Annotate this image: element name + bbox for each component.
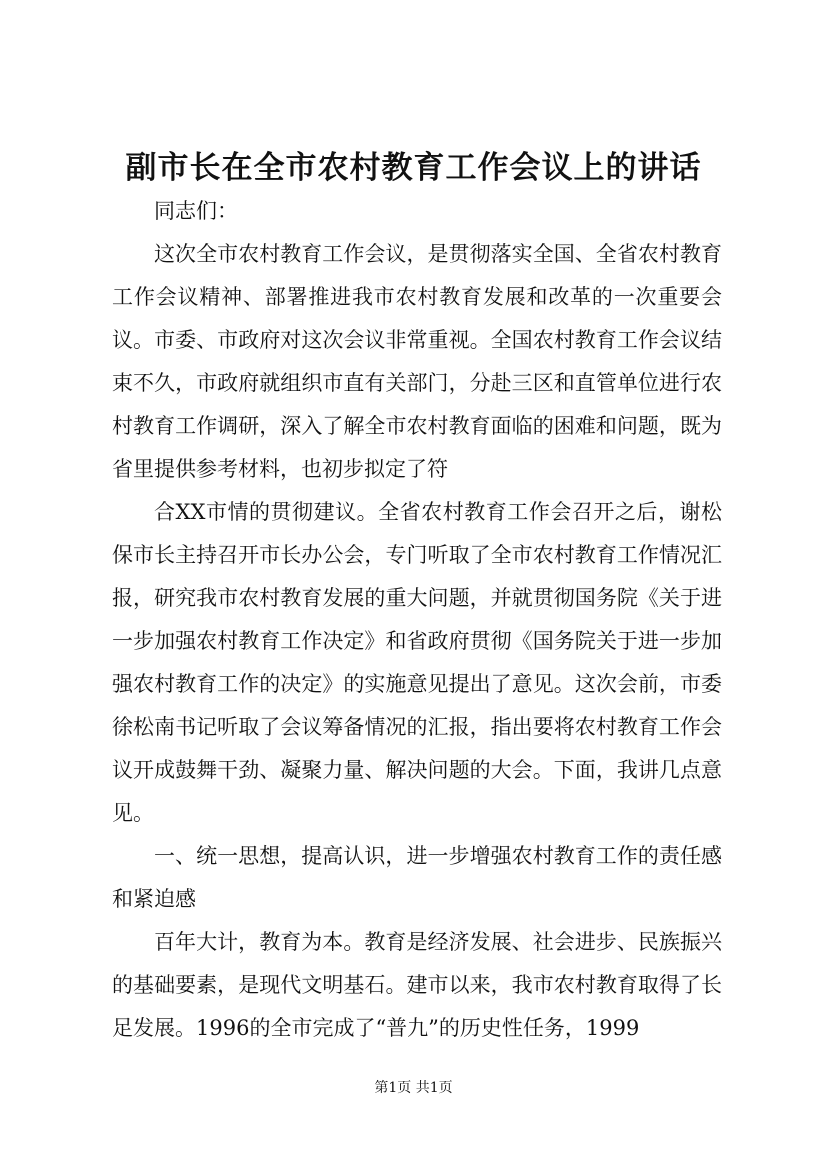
document-body <box>112 190 722 1050</box>
salutation: 同志们： <box>154 199 238 223</box>
document-title: 副市长在全市农村教育工作会议上的讲话 <box>125 150 702 186</box>
page-number-label: 第1页 共1页 <box>374 1080 453 1096</box>
paragraph-meeting-intro: 这次全市农村教育工作会议，是贯彻落实全国、全省农村教育工作会议精神、部署推进我市农村教育发展和改革的一次重要会议。市委、市政府对这次会议非常重视。全国农村教育工作会议结束不久，市政府就组织市直有关部门，分赴三区和直管单位进行农村教育工作调研，深入了解全市农村教育面临的困难和问题，既为省里提供参考材料，也初步拟定了符 <box>112 242 722 481</box>
section-heading-1: 一、统一思想，提高认识，进一步增强农村教育工作的责任感和紧迫感 <box>112 844 722 911</box>
page-footer <box>0 1078 827 1098</box>
paragraph-implementation: 合XX市情的贯彻建议。全省农村教育工作会召开之后，谢松保市长主持召开市长办公会，专门听取了全市农村教育工作情况汇报，研究我市农村教育发展的重大问题，并就贯彻国务院《关于进一步加强农村教育工作决定》和省政府贯彻《国务院关于进一步加强农村教育工作的决定》的实施意见提出了意见。这次会前，市委徐松南书记听取了会议筹备情况的汇报，指出要将农村教育工作会议开成鼓舞干劲、凝聚力量、解决问题的大会。下面，我讲几点意见。 <box>112 500 722 825</box>
paragraph-education-foundation: 百年大计，教育为本。教育是经济发展、社会进步、民族振兴的基础要素，是现代文明基石。建市以来，我市农村教育取得了长足发展。1996的全市完成了“普九”的历史性任务，1999 <box>112 930 722 1040</box>
